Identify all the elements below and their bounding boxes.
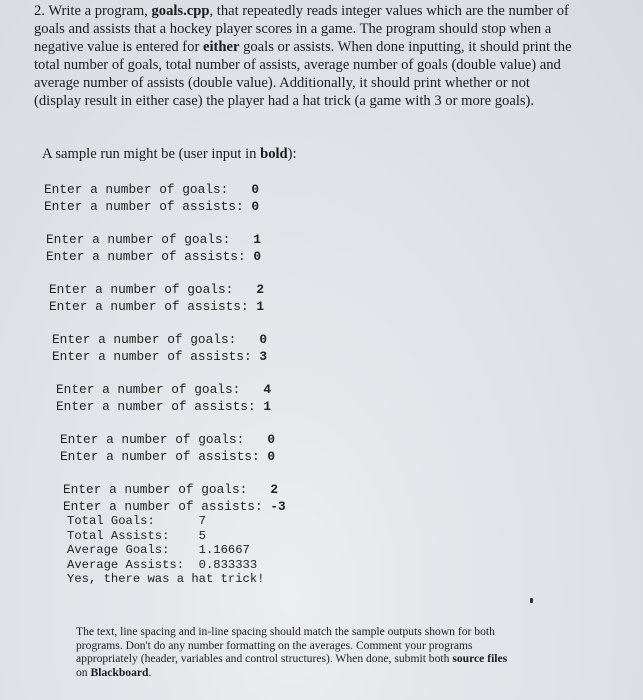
assists-line [46,248,286,265]
assists-input: 0 [267,449,276,464]
goals-input: 0 [251,182,260,197]
goals-line [46,231,286,248]
assists-line [52,348,286,365]
average-goals-line: Average Goals: 1.16667 [67,543,250,557]
note-blackboard: Blackboard [90,665,149,679]
assists-input: -3 [270,499,286,514]
goals-line [49,281,286,298]
goals-input: 2 [256,282,265,297]
goals-prompt: Enter a number of goals: [63,482,271,497]
note-text: The text, line spacing and in-line spacing should match the sample outputs shown for both programs. Don't do any number formatting on the averages. Comment your programs appropriately (header, variables and control structures). When done, submit both [76,625,495,666]
intro-bold: bold [260,146,288,162]
assists-prompt: Enter a number of assists: [44,199,252,214]
goals-input: 0 [267,432,276,447]
totals-output [67,514,264,587]
assists-line [44,198,286,215]
assists-input: 1 [263,399,272,414]
problem-filename: goals.cpp [151,3,210,19]
intro-end: ): [287,146,297,162]
goals-prompt: Enter a number of goals: [44,182,252,197]
goals-input: 1 [253,232,262,247]
input-pair [49,281,286,315]
total-assists-line: Total Assists: 5 [67,528,206,543]
note-source-files: source files [452,652,508,666]
assists-input: 3 [259,349,268,364]
assists-prompt: Enter a number of assists: [49,299,257,314]
goals-prompt: Enter a number of goals: [56,382,264,397]
goals-line [52,331,286,348]
assists-line [63,498,286,515]
stray-pen-mark [530,598,533,603]
total-goals-line: Total Goals: 7 [67,514,206,528]
goals-input: 4 [263,382,272,397]
submission-note [76,625,516,679]
input-pair [46,231,286,265]
input-pair [52,331,286,365]
sample-run-intro [42,146,297,163]
goals-prompt: Enter a number of goals: [60,432,268,447]
goals-line [60,431,286,448]
problem-text-middle: , that repeatedly reads integer values which are the number of goals and assists that a hockey player scores in a game. The program should stop when a negative value is entered for [34,3,569,55]
intro-text: A sample run might be (user input in [42,146,261,162]
input-pair [63,481,286,515]
assists-prompt: Enter a number of assists: [46,249,254,264]
assists-line [49,298,286,315]
assists-input: 0 [253,249,262,264]
problem-text [34,2,574,110]
goals-prompt: Enter a number of goals: [52,332,260,347]
average-assists-line: Average Assists: 0.833333 [67,557,258,572]
assists-prompt: Enter a number of assists: [52,349,260,364]
assists-prompt: Enter a number of assists: [63,499,271,514]
assists-prompt: Enter a number of assists: [60,449,268,464]
problem-statement [34,2,574,110]
assists-line [60,448,286,465]
assists-line [56,398,286,415]
problem-either: either [202,39,240,55]
input-pair [44,181,286,215]
goals-line [63,481,286,498]
assists-input: 0 [251,199,260,214]
sample-run-output [44,181,286,531]
goals-line [44,181,286,198]
assists-input: 1 [256,299,265,314]
hat-trick-line: Yes, there was a hat trick! [67,572,265,586]
input-pair [60,431,286,465]
assists-prompt: Enter a number of assists: [56,399,264,414]
goals-input: 2 [270,482,279,497]
input-pair [56,381,286,415]
problem-text-start: 2. Write a program, [34,3,152,19]
goals-prompt: Enter a number of goals: [49,282,257,297]
note-end: . [148,665,152,679]
goals-input: 0 [259,332,268,347]
note-on: on [76,665,91,679]
goals-prompt: Enter a number of goals: [46,232,254,247]
problem-text-end: goals or assists. When done inputting, it should print the total number of goals, total number of assists, average number of goals (double value) and average number of assists (double value). Additionally, it should print whether or not (display result in either case) the player had a hat trick (a game with 3 or more goals). [34,39,572,109]
goals-line [56,381,286,398]
